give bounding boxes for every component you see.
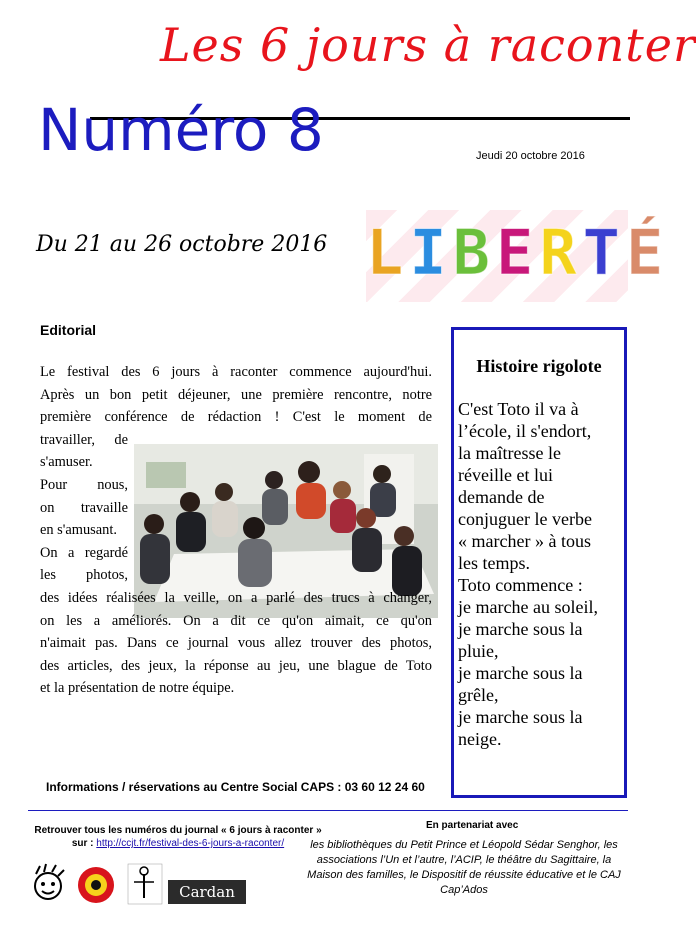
article-line: n'aimait pas. Dans ce journal vous allez trouver des photos, — [40, 635, 432, 652]
story-line: je marche au soleil, — [458, 597, 598, 617]
article-line: On a regardé — [40, 544, 128, 561]
footer-archive — [28, 824, 328, 850]
article-line: des idées réalisées la veille, on a parlé des trucs à changer, — [40, 589, 432, 606]
liberte-letter: I — [409, 216, 453, 289]
article-line: Pour nous, — [40, 476, 128, 493]
liberte-banner — [366, 210, 670, 302]
article-line: première conférence de rédaction ! C'est le moment de — [40, 409, 432, 426]
story-line: réveille et lui — [458, 465, 553, 485]
liberte-letter: B — [452, 216, 496, 289]
article-line: on les a améliorés. On a dit ce qu'on aimait, ce qu'on — [40, 612, 432, 629]
article-line: on travaille — [40, 499, 128, 516]
info-reservations: Informations / réservations au Centre Social CAPS : 03 60 12 24 60 — [46, 780, 425, 794]
story-line: je marche sous la — [458, 707, 583, 727]
red-round-logo-icon — [78, 867, 114, 903]
story-line: neige. — [458, 729, 502, 749]
partners-list: les bibliothèques du Petit Prince et Léopold Sédar Senghor, les associations l’Un et l’autre, l’ACIP, le théâtre du Sagittaire, la Maison des familles, le Dispositif de réussite éducative et le CAJ Cap’Ados — [307, 839, 621, 896]
article-line: Le festival des 6 jours à raconter commence aujourd'hui. — [40, 364, 432, 380]
sidebar-story — [458, 398, 626, 750]
story-line: je marche sous la — [458, 619, 583, 639]
story-line: grêle, — [458, 685, 499, 705]
archive-text: Retrouver tous les numéros du journal « 6 jours à raconter » — [34, 825, 322, 836]
liberte-letter: R — [539, 216, 583, 289]
jacques-logo-icon — [128, 864, 162, 904]
article-line: et la présentation de notre équipe. — [40, 680, 235, 697]
face-logo-icon — [35, 864, 64, 899]
liberte-word — [366, 216, 670, 289]
liberte-letter: E — [495, 216, 540, 289]
archive-sur: sur : — [71, 838, 94, 849]
archive-link[interactable]: http://ccjt.fr/festival-des-6-jours-a-raconter/ — [96, 838, 285, 849]
masthead-title: Les 6 jours à raconter — [160, 18, 696, 72]
editorial-text — [40, 361, 432, 700]
festival-dates: Du 21 au 26 octobre 2016 — [36, 232, 328, 257]
story-line: C'est Toto il va à — [458, 399, 579, 419]
liberte-letter: L — [366, 216, 410, 289]
cardan-logo: Cardan — [168, 880, 246, 904]
story-line: l’école, il s'endort, — [458, 421, 592, 441]
article-line: les photos, — [40, 567, 128, 584]
editorial-title: Editorial — [40, 322, 97, 338]
archive-link-row — [28, 837, 328, 850]
article-line: s'amuser. — [40, 454, 93, 471]
issue-date: Jeudi 20 octobre 2016 — [476, 150, 585, 162]
sidebar-title: Histoire rigolote — [476, 356, 602, 376]
article-line: Après un bon petit déjeuner, une première rencontre, notre — [40, 386, 432, 403]
story-line: la maîtresse le — [458, 443, 561, 463]
liberte-letter: É — [625, 216, 670, 289]
story-line: conjuguer le verbe — [458, 509, 592, 529]
story-line: « marcher » à tous — [458, 531, 591, 551]
story-line: Toto commence : — [458, 575, 583, 595]
story-line: pluie, — [458, 641, 499, 661]
article-line: en s'amusant. — [40, 522, 117, 539]
footer-rule — [28, 810, 628, 811]
article-line: des articles, des jeux, la réponse au jeu, une blague de Toto — [40, 657, 432, 674]
story-line: je marche sous la — [458, 663, 583, 683]
issue-number: Numéro 8 — [38, 96, 324, 164]
liberte-letter: T — [582, 216, 626, 289]
story-line: les temps. — [458, 553, 530, 573]
partner-heading: En partenariat avec — [426, 820, 519, 831]
story-line: demande de — [458, 487, 545, 507]
article-line: travailler, de — [40, 431, 128, 448]
